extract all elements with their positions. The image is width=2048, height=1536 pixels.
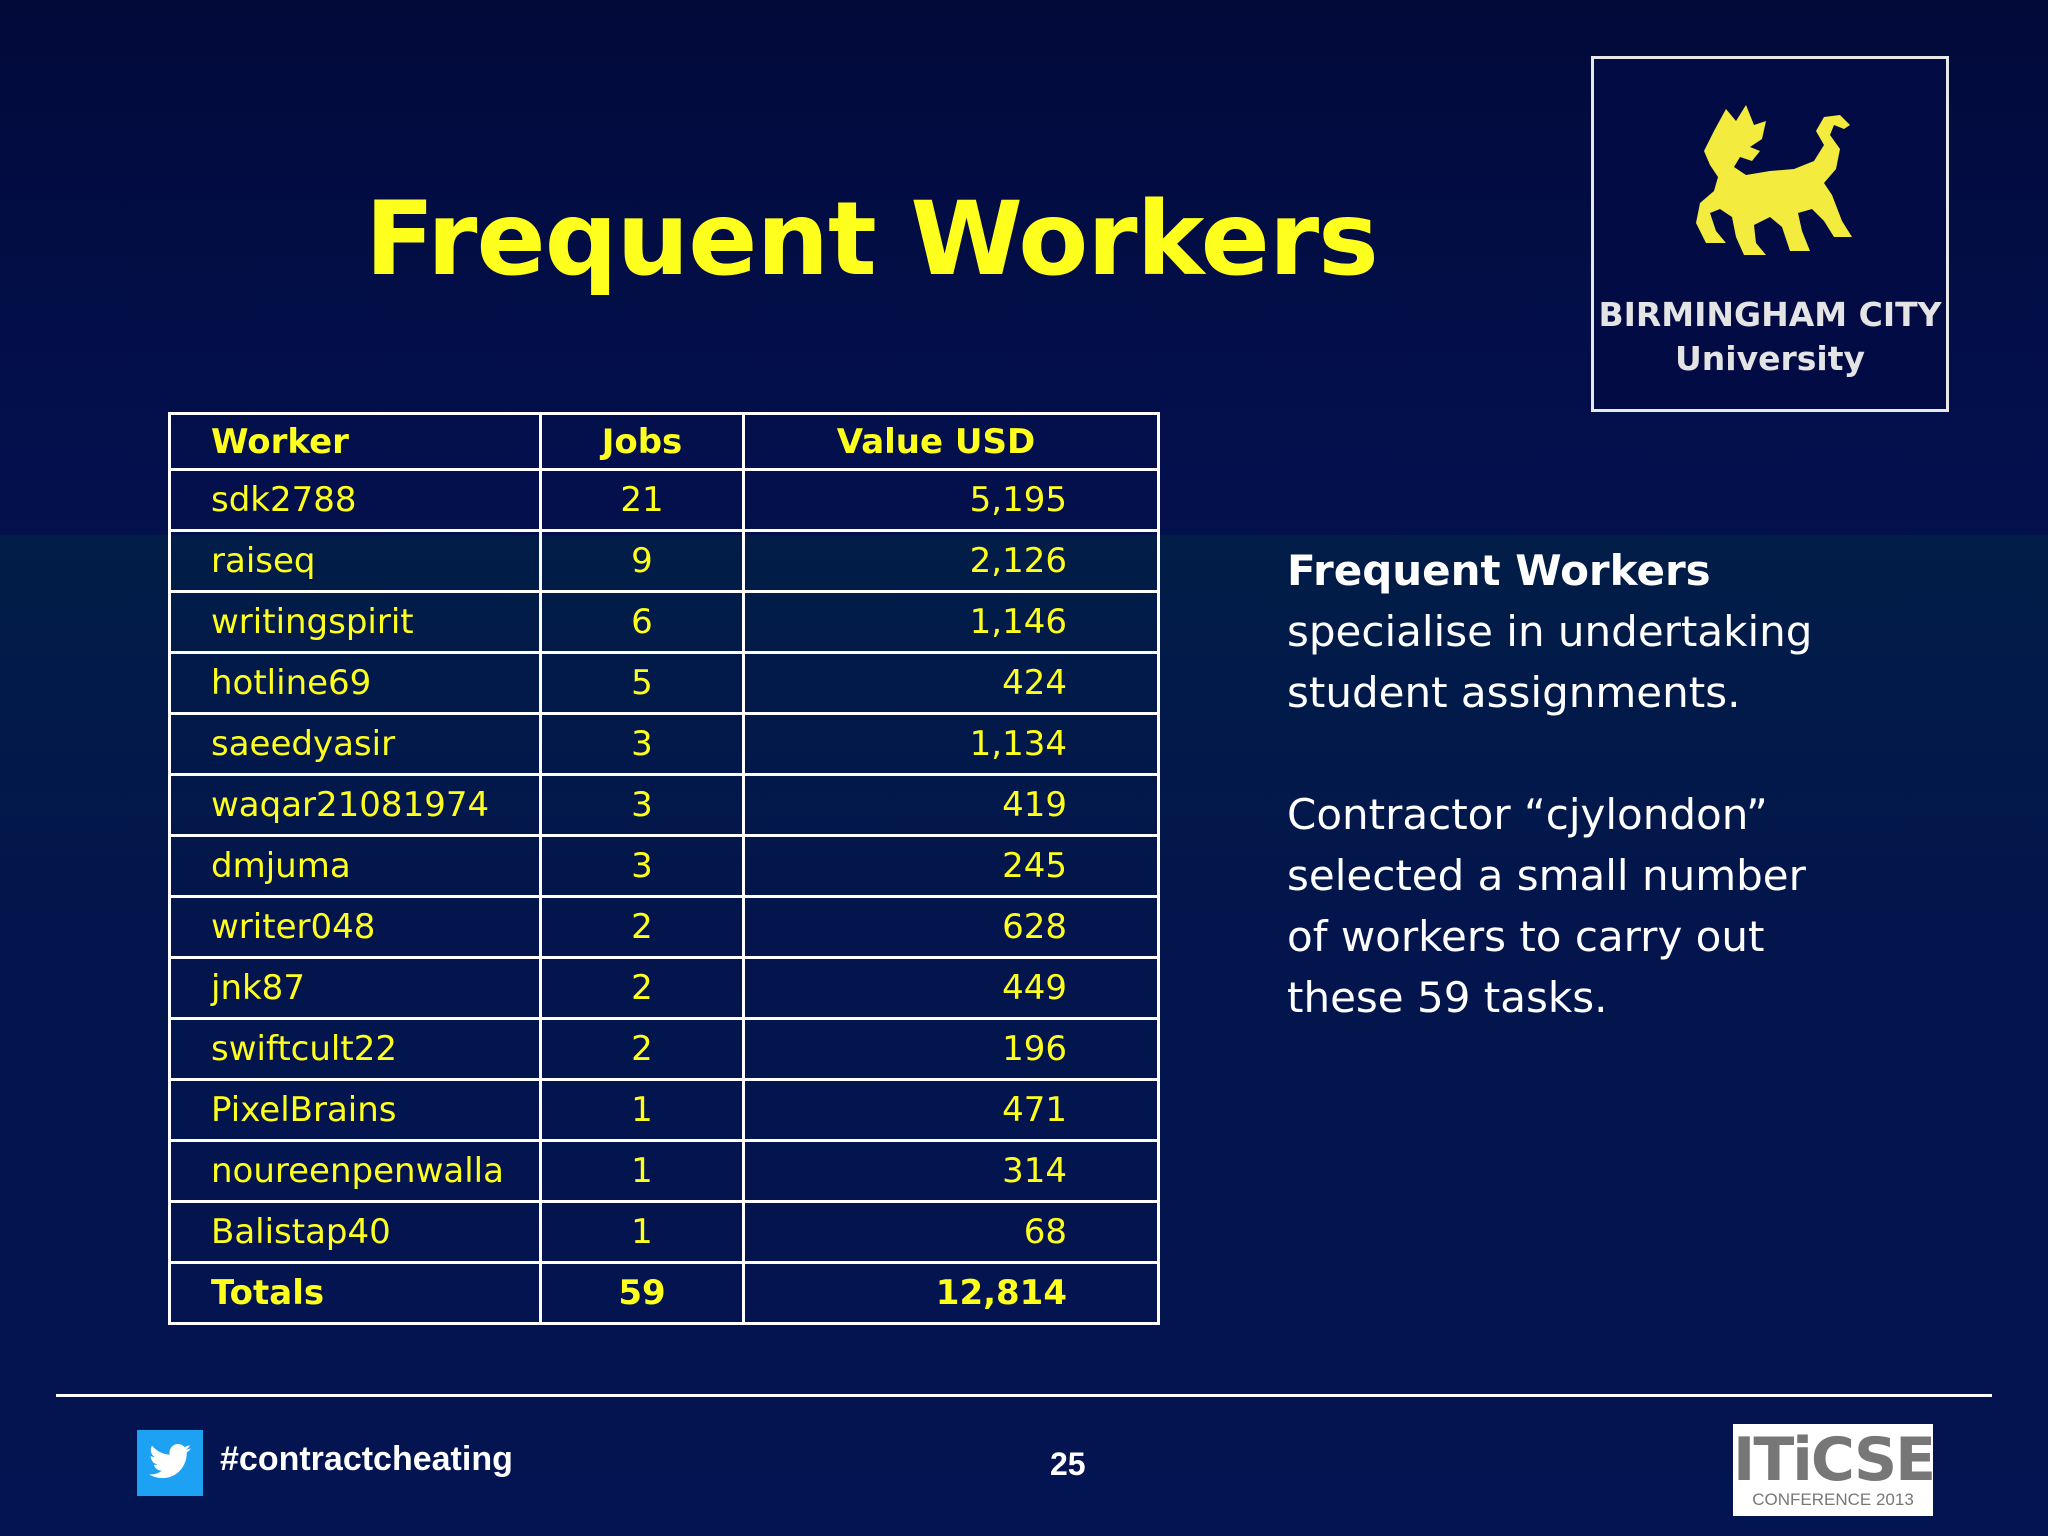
value-cell: 424 [744, 653, 1159, 714]
jobs-cell: 2 [541, 958, 744, 1019]
value-cell: 449 [744, 958, 1159, 1019]
table-row [170, 470, 1159, 531]
table-header-row [170, 414, 1159, 470]
table-row [170, 1019, 1159, 1080]
value-cell: 68 [744, 1202, 1159, 1263]
jobs-cell: 21 [541, 470, 744, 531]
table-row [170, 1080, 1159, 1141]
jobs-cell: 1 [541, 1141, 744, 1202]
value-cell: 5,195 [744, 470, 1159, 531]
worker-cell: sdk2788 [170, 470, 541, 531]
value-cell: 245 [744, 836, 1159, 897]
worker-cell: jnk87 [170, 958, 541, 1019]
table-row [170, 897, 1159, 958]
worker-cell: PixelBrains [170, 1080, 541, 1141]
value-cell: 314 [744, 1141, 1159, 1202]
value-cell: 2,126 [744, 531, 1159, 592]
jobs-cell: 1 [541, 1080, 744, 1141]
value-cell: 1,146 [744, 592, 1159, 653]
worker-cell: saeedyasir [170, 714, 541, 775]
workers-table [168, 412, 1160, 1325]
footer-divider [56, 1394, 1992, 1397]
header-jobs: Jobs [541, 414, 744, 470]
logo-line2: University [1674, 339, 1865, 378]
value-cell: 419 [744, 775, 1159, 836]
worker-cell: hotline69 [170, 653, 541, 714]
jobs-cell: 6 [541, 592, 744, 653]
table-row [170, 714, 1159, 775]
totals-value: 12,814 [744, 1263, 1159, 1324]
conference-logo-name: ITiCSE [1733, 1425, 1935, 1495]
hashtag-text: #contractcheating [220, 1440, 513, 1478]
jobs-cell: 2 [541, 1019, 744, 1080]
side-paragraph-2: Contractor “cjylondon” selected a small number of workers to carry out these 59 tasks. [1287, 790, 1806, 1022]
worker-cell: dmjuma [170, 836, 541, 897]
table-row [170, 958, 1159, 1019]
jobs-cell: 3 [541, 714, 744, 775]
worker-cell: writingspirit [170, 592, 541, 653]
totals-label: Totals [170, 1263, 541, 1324]
jobs-cell: 1 [541, 1202, 744, 1263]
logo-line1: BIRMINGHAM CITY [1598, 295, 1942, 334]
side-bold-lead: Frequent Workers [1287, 546, 1711, 595]
slide-title: Frequent Workers [365, 180, 1378, 299]
table-row [170, 775, 1159, 836]
jobs-cell: 9 [541, 531, 744, 592]
totals-jobs: 59 [541, 1263, 744, 1324]
value-cell: 196 [744, 1019, 1159, 1080]
worker-cell: raiseq [170, 531, 541, 592]
university-logo [1591, 56, 1949, 412]
value-cell: 1,134 [744, 714, 1159, 775]
page-number: 25 [1050, 1446, 1086, 1482]
lion-crest-icon [1674, 91, 1874, 271]
side-paragraph-1 [1287, 540, 1847, 723]
jobs-cell: 3 [541, 836, 744, 897]
worker-cell: noureenpenwalla [170, 1141, 541, 1202]
table-row [170, 1202, 1159, 1263]
jobs-cell: 3 [541, 775, 744, 836]
jobs-cell: 5 [541, 653, 744, 714]
table-row [170, 531, 1159, 592]
table-row [170, 592, 1159, 653]
header-value: Value USD [744, 414, 1159, 470]
value-cell: 471 [744, 1080, 1159, 1141]
value-cell: 628 [744, 897, 1159, 958]
totals-row [170, 1263, 1159, 1324]
side-text [1287, 540, 1847, 1028]
worker-cell: writer048 [170, 897, 541, 958]
table-row [170, 1141, 1159, 1202]
conference-logo-year: CONFERENCE 2013 [1752, 1490, 1914, 1509]
worker-cell: swiftcult22 [170, 1019, 541, 1080]
table-row [170, 836, 1159, 897]
table-row [170, 653, 1159, 714]
twitter-icon [137, 1430, 203, 1496]
conference-logo [1733, 1424, 1933, 1516]
side-para1-rest: specialise in undertaking student assignments. [1287, 607, 1813, 717]
header-worker: Worker [170, 414, 541, 470]
worker-cell: waqar21081974 [170, 775, 541, 836]
jobs-cell: 2 [541, 897, 744, 958]
worker-cell: Balistap40 [170, 1202, 541, 1263]
